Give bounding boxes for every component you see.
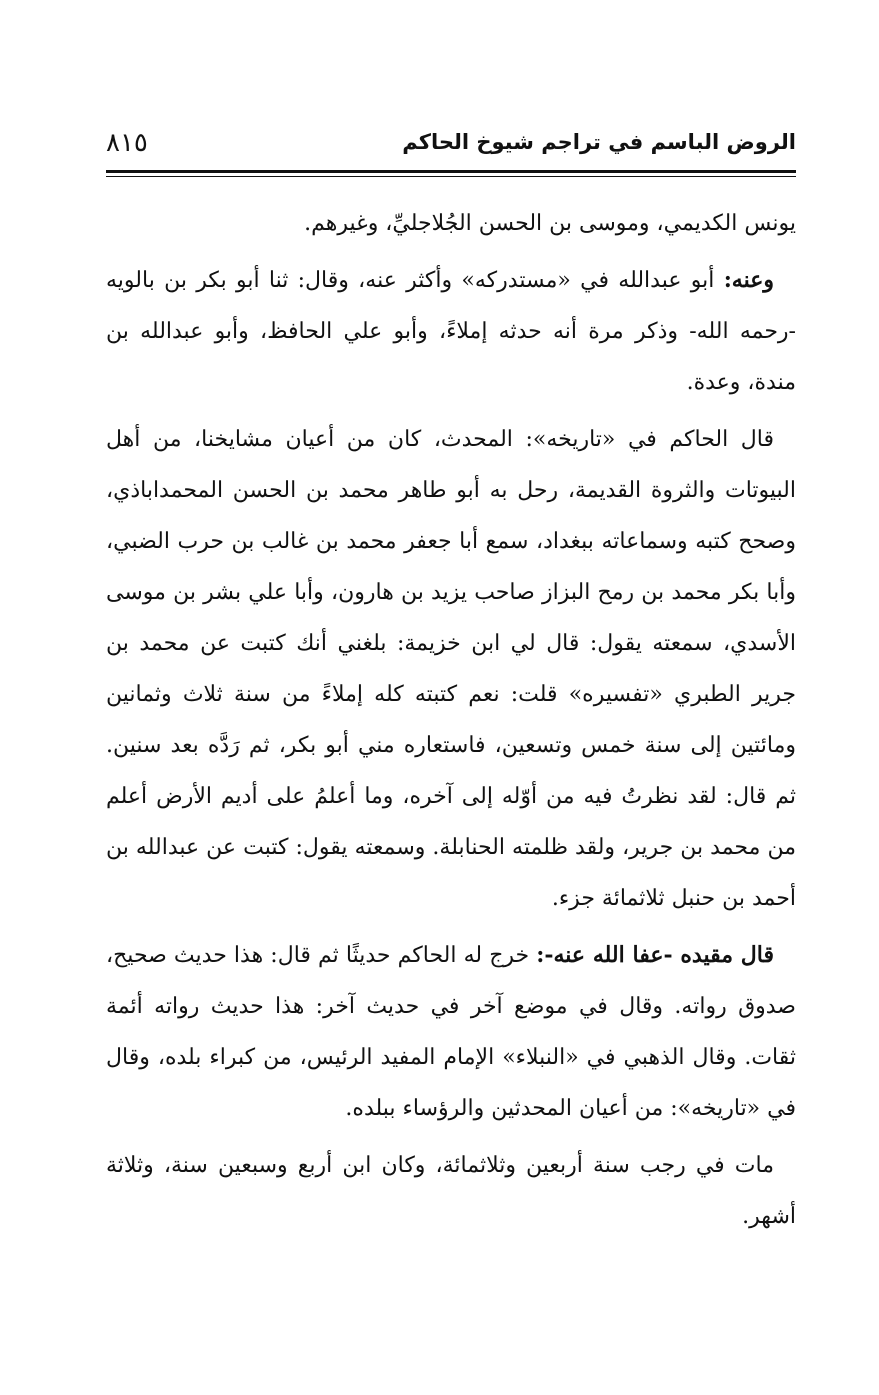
paragraph-text: أبو عبدالله في «مستدركه» وأكثر عنه، وقال: ثنا أبو بكر بن بالويه -رحمه الله- وذكر مرة أنه حدثه إملاءً، وأبو علي الحافظ، وأبو عبدالله بن مندة، وعدة. xyxy=(106,268,796,395)
page-number: ٨١٥ xyxy=(106,128,148,158)
paragraph-editor-note xyxy=(106,930,796,1134)
body-text xyxy=(106,198,796,1248)
paragraph-lead: وعنه: xyxy=(723,267,774,293)
paragraph-text: خرج له الحاكم حديثًا ثم قال: هذا حديث صحيح، صدوق رواته. وقال في موضع آخر في حديث آخر: هذا حديث رواته أئمة ثقات. وقال الذهبي في «النبلاء» الإمام المفيد الرئيس، من كبراء بلده، وقال في «تاريخه»: من أعيان المحدثين والرؤساء ببلده. xyxy=(106,943,796,1121)
paragraph-hakim-quote xyxy=(106,414,796,924)
paragraph-text: قال الحاكم في «تاريخه»: المحدث، كان من أعيان مشايخنا، من أهل البيوتات والثروة القديمة، رحل به أبو طاهر محمد بن الحسن المحمداباذي، وصحح كتبه وسماعاته ببغداد، سمع أبا جعفر محمد بن غالب بن حرب الضبي، وأبا بكر محمد بن رمح البزاز صاحب يزيد بن هارون، وأبا علي بشر بن موسى الأسدي، سمعته يقول: قال لي ابن خزيمة: بلغني أنك كتبت عن محمد بن جرير الطبري «تفسيره» قلت: نعم كتبته كله إملاءً من سنة ثلاث وثمانين ومائتين إلى سنة خمس وتسعين، فاستعاره مني أبو بكر، ثم رَدَّه بعد سنين. ثم قال: لقد نظرتُ فيه من أوّله إلى آخره، وما أعلمُ على أديم الأرض أعلم من محمد بن جرير، ولقد ظلمته الحنابلة. وسمعته يقول: كتبت عن عبدالله بن أحمد بن حنبل ثلاثمائة جزء. xyxy=(106,427,796,911)
paragraph-students xyxy=(106,255,796,408)
running-title: الروض الباسم في تراجم شيوخ الحاكم xyxy=(402,130,796,154)
paragraph-text: مات في رجب سنة أربعين وثلاثمائة، وكان ابن أربع وسبعين سنة، وثلاثة أشهر. xyxy=(106,1153,796,1229)
page-header xyxy=(106,128,796,168)
paragraph-text: يونس الكديمي، وموسى بن الحسن الجُلاجليِّ، وغيرهم. xyxy=(304,211,796,236)
paragraph-continuation xyxy=(106,198,796,249)
header-rule-thin xyxy=(106,176,796,177)
paragraph-death xyxy=(106,1140,796,1242)
paragraph-lead: قال مقيده -عفا الله عنه-: xyxy=(536,942,774,968)
header-rule-thick xyxy=(106,170,796,173)
